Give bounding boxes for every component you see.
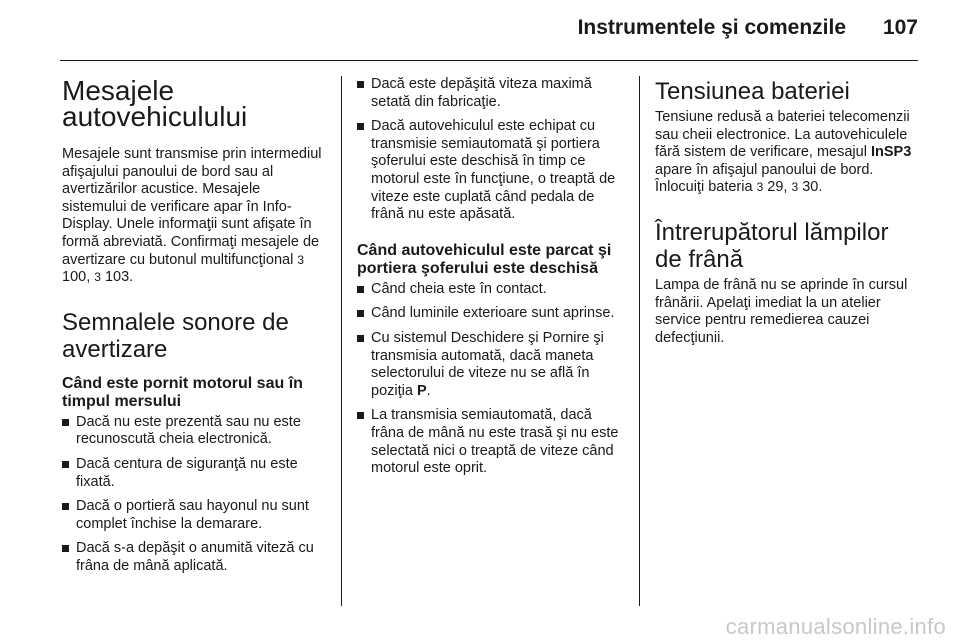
- heading-battery-voltage: Tensiunea bateriei: [655, 78, 850, 105]
- header-rule: [60, 60, 918, 61]
- list-item: [357, 330, 625, 400]
- page-header: [0, 14, 918, 48]
- list-item: Dacă o portieră sau hayonul nu sunt complet închise la demarare.: [62, 498, 327, 533]
- list-item: Dacă nu este prezentă sau nu este recunoscută cheia electronică.: [62, 414, 327, 449]
- column-divider-1: [341, 76, 342, 606]
- page-ref[interactable]: 103.: [104, 269, 134, 286]
- battery-paragraph: [655, 109, 920, 197]
- list-item-period: .: [426, 382, 431, 399]
- intro-paragraph: [62, 146, 327, 287]
- watermark: carmanualsonline.info: [725, 614, 946, 639]
- list-item: La transmisia semiautomată, dacă frâna de mână nu este trasă şi nu este selectată nici o treaptă de viteze când motorul este oprit.: [357, 407, 625, 477]
- page-ref[interactable]: 30.: [802, 179, 823, 196]
- battery-text-b: apare în afişajul panoului de bord. Înlocuiţi bateria: [655, 161, 874, 196]
- bullet-list: [62, 414, 327, 576]
- bullet-list: [357, 76, 625, 224]
- brake-paragraph: Lampa de frână nu se aprinde în cursul frânării. Apelaţi imediat la un atelier service pentru remedierea cauzei defecţiunii.: [655, 276, 908, 346]
- message-code: InSP3: [870, 144, 912, 161]
- list-item: Dacă autovehiculul este echipat cu transmisie semiautomată şi portiera şoferului este deschisă în timp ce motorul este în funcţiune, o treaptă de viteze este cuplată când pedala de frână nu este apăsată.: [357, 118, 625, 224]
- list-item: Dacă s-a depăşit o anumită viteză cu frâna de mână aplicată.: [62, 540, 327, 575]
- column-divider-2: [639, 76, 640, 606]
- list-item-text: Cu sistemul Deschidere şi Pornire şi transmisia automată, dacă maneta selectorului de viteze nu se află în poziţia: [371, 329, 604, 399]
- column-2: [357, 76, 625, 485]
- section-title: Instrumentele şi comenzile: [577, 16, 846, 39]
- list-item: Dacă este depăşită viteza maximă setată din fabricaţie.: [357, 76, 625, 111]
- battery-text-a: Tensiune redusă a bateriei telecomenzii sau cheii electronice. La autovehiculele fără sistem de verificare, mesajul: [655, 109, 910, 161]
- page-ref-arrow-icon: 3: [297, 252, 305, 267]
- page-number: 107: [882, 16, 918, 39]
- page-ref[interactable]: 29,: [767, 179, 788, 196]
- list-item: Când cheia este în contact.: [357, 281, 625, 299]
- intro-text: Mesajele sunt transmise prin intermediul afişajului panoului de bord sau al avertizărilor acustice. Mesajele sistemului de verificare apar în Info-Display. Unele informaţii sunt afişate în formă abreviată. Confirmaţi mesajele de avertizare cu butonul multifuncţional: [62, 146, 322, 268]
- page-ref[interactable]: 100,: [62, 269, 91, 286]
- subheading-engine-running: Când este pornit motorul sau în timpul mersului: [62, 374, 303, 410]
- heading-vehicle-messages: Mesajele autovehiculului: [62, 75, 248, 132]
- column-3: [655, 76, 920, 347]
- list-item: Dacă centura de siguranţă nu este fixată.: [62, 456, 327, 491]
- bullet-list: [357, 281, 625, 478]
- page-ref-arrow-icon: 3: [756, 180, 764, 195]
- page-ref-arrow-icon: 3: [94, 270, 101, 285]
- heading-brake-light-switch: Întrerupătorul lămpilor de frână: [655, 218, 889, 273]
- heading-warning-chimes: Semnalele sonore de avertizare: [62, 308, 289, 363]
- list-item: Când luminile exterioare sunt aprinse.: [357, 305, 625, 323]
- gear-position-p: P: [416, 382, 427, 399]
- column-1: [62, 76, 327, 583]
- page-ref-arrow-icon: 3: [791, 180, 799, 195]
- subheading-parked-door-open: Când autovehiculul este parcat şi portiera şoferului este deschisă: [357, 241, 612, 277]
